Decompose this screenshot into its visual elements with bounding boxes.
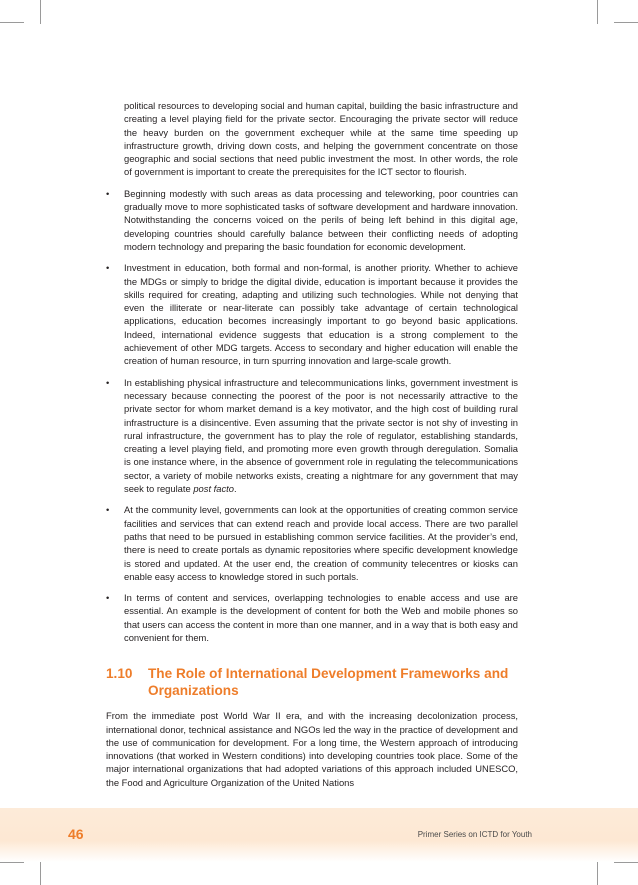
- section-heading: [106, 666, 518, 699]
- series-title: Primer Series on ICTD for Youth: [417, 830, 532, 839]
- list-item: [106, 591, 518, 644]
- list-item-text: In establishing physical infrastructure and telecommunications links, government investment is necessary because connecting the poorest of the poor is not necessarily attractive to the private sector for whom market demand is a key motivator, and the high cost of building rural infrastructure is a disincentive. Even assuming that the private sector is not shy of investing in rural infrastructure, the government has to play the role of regulator, establishing standards, creating a level playing field, and promoting more even growth through deregulation. Somalia is one instance where, in the absence of government role in regulating the telecommunications sector, a variety of mobile networks exists, creating a nightmare for any government that may seek to regulate: [124, 376, 518, 495]
- list-item: [106, 187, 518, 253]
- bullet-icon: •: [106, 262, 110, 274]
- italic-term: post facto: [193, 483, 234, 495]
- list-item-text: In terms of content and services, overlapping technologies to enable access and use are essential. An example is the development of content for both the Web and mobile phones so that users can access the content in more than one manner, and in a way that is both easy and convenient for them.: [124, 592, 518, 643]
- list-item-text: At the community level, governments can look at the opportunities of creating common service facilities and services that can extend reach and provide local access. There are two parallel paths that need to be pursued in establishing common service facilities. At the provider’s end, there is need to create portals as dynamic repositories where specific development knowledge is stored and updated. At the user end, the creation of community telecentres or kiosks can enable easy access to knowledge stored in such portals.: [124, 504, 518, 582]
- crop-mark: [40, 861, 41, 885]
- crop-mark: [597, 861, 598, 885]
- bullet-icon: •: [106, 187, 110, 199]
- list-item: [106, 376, 518, 496]
- crop-mark: [0, 22, 24, 23]
- list-item-text: Beginning modestly with such areas as data processing and teleworking, poor countries can gradually move to more sophisticated tasks of software development and hardware innovation. Notwithstanding the concerns voiced on the perils of being left behind in this digital age, developing countries should carefully balance between their conflicting needs of adopting modern technology and preparing the basic foundation for economic development.: [124, 187, 518, 252]
- footer-band: [0, 808, 638, 862]
- sentence-end: .: [233, 483, 237, 495]
- bullet-icon: •: [106, 592, 110, 604]
- list-item-text: Investment in education, both formal and non-formal, is another priority. Whether to achieve the MDGs or simply to bridge the digital divide, education is important because it provides the skills required for creating, adapting and utilizing such technologies. While not denying that even the illiterate or near-literate can possibly take advantage of certain technological applications, education becomes increasingly important to go beyond basic applications. Indeed, international evidence suggests that education is a strong complement to the achievement of other MDG targets. Access to secondary and higher education will enable the creation of human resource, in turn spurring innovation and large-scale growth.: [124, 262, 518, 367]
- section-number: 1.10: [106, 666, 133, 682]
- body-content: [106, 99, 518, 798]
- crop-mark: [614, 862, 638, 863]
- bullet-icon: •: [106, 504, 110, 516]
- section-title: The Role of International Development Frameworks and Organizations: [148, 666, 509, 698]
- list-item: [106, 261, 518, 367]
- bullet-list: [106, 187, 518, 645]
- crop-mark: [40, 0, 41, 24]
- page-number: 46: [68, 826, 84, 842]
- bullet-icon: •: [106, 376, 110, 388]
- list-item: [106, 503, 518, 583]
- continued-paragraph: political resources to developing social and human capital, building the basic infrastructure and creating a level playing field for the private sector. Encouraging the private sector will reduce the heavy burden on the government exchequer while at the same time speeding up infrastructure growth, driving down costs, and helping the government concentrate on those geographic and social sections that need public investment the most. In other words, the role of government is important to create the prerequisites for the ICT sector to flourish.: [124, 100, 518, 178]
- crop-mark: [597, 0, 598, 24]
- crop-mark: [614, 22, 638, 23]
- crop-mark: [0, 862, 24, 863]
- section-paragraph: From the immediate post World War II era, and with the increasing decolonization process, international donor, technical assistance and NGOs led the way in the practice of development and the use of communication for development. For a long time, the Western approach of introducing innovations (that worked in Western conditions) into developing countries took place. Some of the major international organizations that had adopted variations of this approach included UNESCO, the Food and Agriculture Organization of the United Nations: [106, 710, 518, 788]
